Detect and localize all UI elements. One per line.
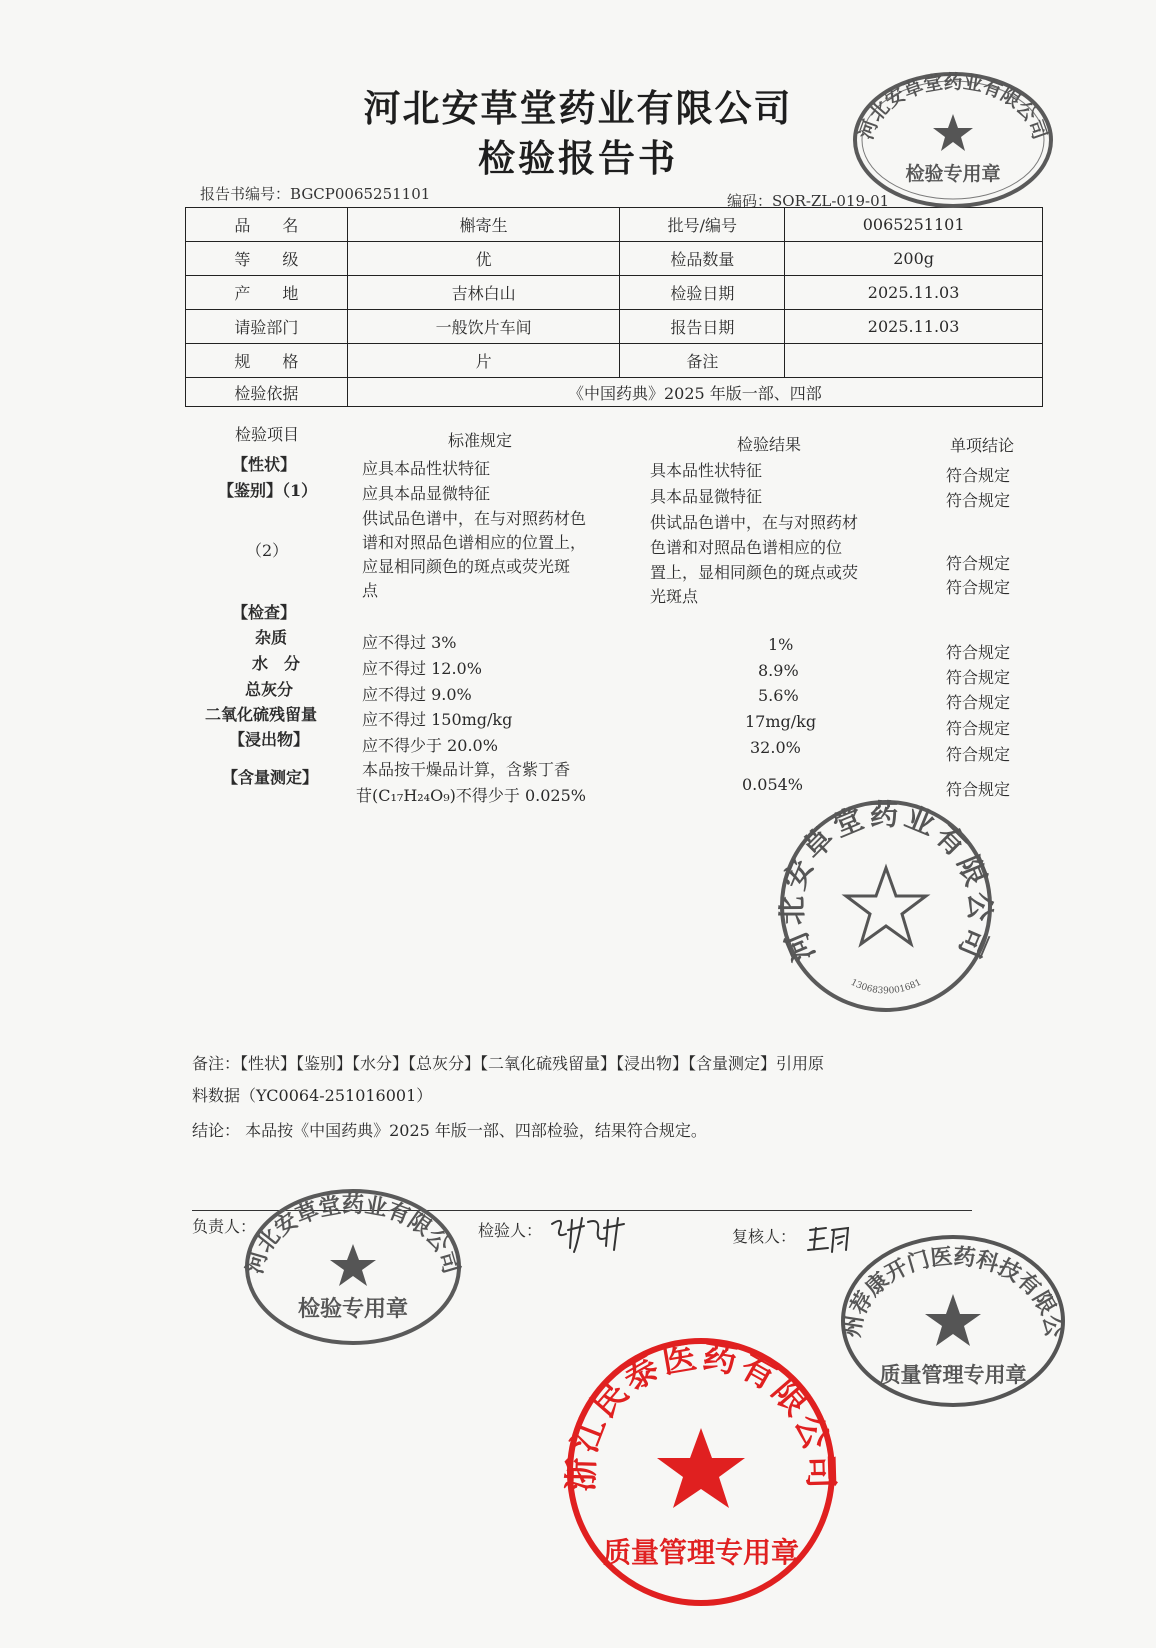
- report-number: [200, 183, 430, 204]
- seal-middle-number: 1306839001681: [848, 977, 924, 997]
- row-shuifen-result: 8.9%: [758, 661, 799, 680]
- sample-info-table: [185, 207, 1043, 407]
- col-conclusion-header: 单项结论: [950, 436, 1015, 455]
- row-xingzhuang-result: 具本品性状特征: [650, 461, 763, 480]
- row-shuifen-standard: 应不得过 12.0%: [362, 659, 482, 678]
- seal-bottom-right-center: 质量管理专用章: [879, 1362, 1027, 1387]
- department-label: 请验部门: [186, 310, 348, 344]
- batch-value: 0065251101: [785, 208, 1043, 242]
- quality-seal-bottom-right: [826, 1212, 1068, 1410]
- department-value: 一般饮片车间: [347, 310, 620, 344]
- row-jianbie2-conclusion-a: 符合规定: [946, 554, 1011, 573]
- row-jianbie2-result-l2: 色谱和对照品色谱相应的位: [650, 538, 843, 557]
- remarks-line-1: 备注：【性状】【鉴别】【水分】【总灰分】【二氧化硫残留量】【浸出物】【含量测定】引用原: [192, 1054, 825, 1073]
- inspection-seal-bottom-left: [242, 1186, 464, 1348]
- row-jianbie2-conclusion-b: 符合规定: [946, 578, 1011, 597]
- row-shuifen-item: 水 分: [252, 654, 301, 673]
- col-item-header: 检验项目: [235, 425, 300, 444]
- responsible-label: 负责人：: [192, 1217, 257, 1236]
- batch-label: 批号/编号: [620, 208, 785, 242]
- product-name-label: 品 名: [186, 208, 348, 242]
- seal-top-ring: 河北安草堂药业有限公司: [855, 71, 1051, 143]
- row-zazhi-item: 杂质: [255, 628, 288, 647]
- inspector-label: 检验人：: [478, 1221, 543, 1240]
- grade-value: 优: [347, 242, 620, 276]
- row-jianbie2-result-l4: 光斑点: [650, 587, 699, 606]
- row-zazhi-standard: 应不得过 3%: [362, 633, 457, 652]
- row-zazhi-result: 1%: [768, 635, 794, 654]
- seal-middle-ring: 河北安草堂药业有限公司: [774, 797, 998, 967]
- quantity-value: 200g: [785, 242, 1043, 276]
- row-zazhi-conclusion: 符合规定: [946, 643, 1011, 662]
- row-jianbie1-conclusion: 符合规定: [946, 491, 1011, 510]
- basis-value: 《中国药典》2025 年版一部、四部: [347, 378, 1042, 407]
- row-so2-item: 二氧化硫残留量: [205, 705, 318, 724]
- reviewer-label: 复核人：: [732, 1227, 797, 1246]
- row-hanliang-result: 0.054%: [742, 775, 804, 794]
- company-title: 河北安草堂药业有限公司: [363, 86, 793, 130]
- report-number-value: BGCP0065251101: [290, 185, 431, 203]
- remark-label: 备注: [620, 344, 785, 378]
- seal-red-ring: 浙江民泰医药有限公司: [561, 1336, 841, 1493]
- spec-label: 规 格: [186, 344, 348, 378]
- spec-value: 片: [347, 344, 620, 378]
- row-hanliang-standard-l2: 苷(C₁₇H₂₄O₉)不得少于 0.025%: [356, 786, 586, 805]
- remarks-line-2: 料数据（YC0064-251016001）: [192, 1086, 433, 1105]
- seal-bottom-right-ring: 亳州荐康开门医药科技有限公司: [826, 1212, 1067, 1340]
- row-zonghuifen-conclusion: 符合规定: [946, 693, 1011, 712]
- origin-value: 吉林白山: [347, 276, 620, 310]
- row-jianbie1-standard: 应具本品显微特征: [362, 484, 491, 503]
- row-jinchuwu-item: 【浸出物】: [229, 730, 310, 749]
- row-zonghuifen-item: 总灰分: [245, 680, 294, 699]
- row-zonghuifen-standard: 应不得过 9.0%: [362, 685, 472, 704]
- row-so2-conclusion: 符合规定: [946, 719, 1011, 738]
- row-shuifen-conclusion: 符合规定: [946, 668, 1011, 687]
- row-jinchuwu-result: 32.0%: [750, 738, 801, 757]
- svg-text:河北安草堂药业有限公司: [775, 797, 997, 966]
- svg-text:1306839001681: [849, 978, 923, 997]
- test-date-value: 2025.11.03: [785, 276, 1043, 310]
- origin-label: 产 地: [186, 276, 348, 310]
- quantity-label: 检品数量: [620, 242, 785, 276]
- row-jianbie2-standard-l3: 应显相同颜色的斑点或荧光斑: [362, 557, 571, 576]
- row-jianbie2-result-l1: 供试品色谱中，在与对照药材: [650, 513, 859, 532]
- report-date-value: 2025.11.03: [785, 310, 1043, 344]
- row-so2-standard: 应不得过 150mg/kg: [362, 710, 513, 729]
- form-code-label: 编码：: [727, 192, 773, 210]
- row-jinchuwu-conclusion: 符合规定: [946, 745, 1011, 764]
- grade-label: 等 级: [186, 242, 348, 276]
- row-jianbie1-result: 具本品显微特征: [650, 487, 763, 506]
- row-jianbie2-standard-l2: 谱和对照品色谱相应的位置上，: [362, 533, 587, 552]
- seal-bottom-left-ring: 河北安草堂药业有限公司: [241, 1192, 465, 1277]
- document-title: 检验报告书: [478, 136, 678, 180]
- row-jiancha-item: 【检查】: [232, 603, 297, 622]
- form-code-value: SOR-ZL-019-01: [772, 192, 890, 210]
- row-xingzhuang-conclusion: 符合规定: [946, 466, 1011, 485]
- row-jianbie2-standard-l1: 供试品色谱中，在与对照药材色: [362, 509, 587, 528]
- row-so2-result: 17mg/kg: [745, 712, 817, 731]
- red-quality-seal: [561, 1336, 841, 1608]
- product-name-value: 槲寄生: [347, 208, 620, 242]
- report-number-label: 报告书编号：: [200, 185, 291, 203]
- row-xingzhuang-standard: 应具本品性状特征: [362, 459, 491, 478]
- inspection-seal-top: [850, 68, 1056, 212]
- seal-bottom-left-center: 检验专用章: [297, 1296, 409, 1322]
- col-result-header: 检验结果: [737, 435, 802, 454]
- inspector-signature: [548, 1212, 638, 1262]
- row-hanliang-standard-l1: 本品按干燥品计算，含紫丁香: [362, 760, 571, 779]
- row-hanliang-conclusion: 符合规定: [946, 780, 1011, 799]
- row-jianbie1-item: 【鉴别】（1）: [218, 481, 318, 500]
- basis-label: 检验依据: [186, 378, 348, 407]
- remark-value: [785, 344, 1043, 378]
- company-seal-middle: [774, 797, 998, 1014]
- test-date-label: 检验日期: [620, 276, 785, 310]
- conclusion-text: 结论： 本品按《中国药典》2025 年版一部、四部检验，结果符合规定。: [192, 1121, 707, 1140]
- row-zonghuifen-result: 5.6%: [758, 686, 799, 705]
- seal-red-center: 质量管理专用章: [602, 1536, 800, 1569]
- row-hanliang-item: 【含量测定】: [222, 768, 319, 787]
- col-standard-header: 标准规定: [448, 431, 513, 450]
- row-jianbie2-result-l3: 置上，显相同颜色的斑点或荧: [650, 563, 859, 582]
- row-jianbie2-standard-l4: 点: [362, 581, 379, 600]
- row-jianbie2-item: （2）: [246, 541, 289, 560]
- seal-top-center: 检验专用章: [905, 163, 1001, 185]
- row-jinchuwu-standard: 应不得少于 20.0%: [362, 736, 498, 755]
- row-xingzhuang-item: 【性状】: [232, 455, 297, 474]
- report-date-label: 报告日期: [620, 310, 785, 344]
